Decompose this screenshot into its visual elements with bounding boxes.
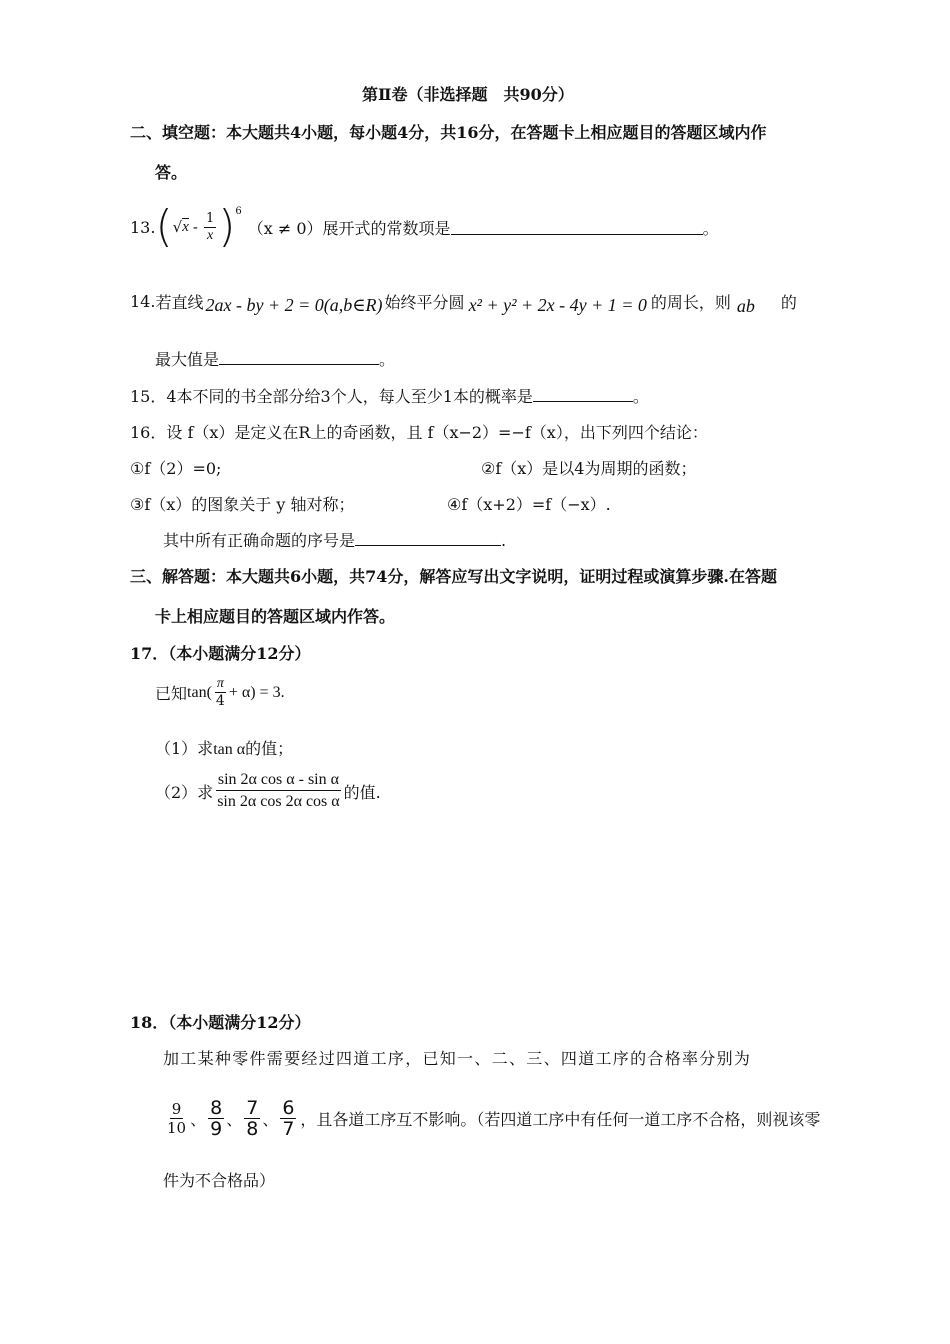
q17-pi-over-4: [214, 676, 227, 709]
q14-text-d: 的: [780, 293, 797, 312]
q17-part2-text: （2）求: [155, 783, 214, 802]
q16-prompt-line: [163, 528, 506, 551]
q14-line2: [155, 347, 395, 370]
q13-number: 13.: [130, 217, 156, 237]
question-14: [130, 286, 797, 317]
q18-header: 18．（本小题满分12分）: [130, 1013, 311, 1032]
q18-frac3-den: 8: [246, 1118, 259, 1140]
q17-part2-fraction: [215, 770, 341, 813]
q16-answer-blank: [355, 531, 501, 546]
part3-heading-line1: 三、解答题：本大题共6小题，共74分，解答应写出文字说明，证明过程或演算步骤.在答题: [130, 567, 777, 586]
q14-circle-equation: x² + y² + 2x - 4y + 1 = 0: [468, 295, 647, 315]
q17-header: 17．（本小题满分12分）: [130, 644, 311, 663]
q15-text: 15．4本不同的书全部分给3个人，每人至少1本的概率是: [130, 387, 533, 406]
sqrt-symbol: √: [172, 218, 183, 236]
part3-heading-line2: 卡上相应题目的答题区域内作答。: [155, 607, 396, 626]
q14-ab: ab: [736, 296, 755, 316]
part2-heading-line1: 二、填空题：本大题共4小题，每小题4分，共16分，在答题卡上相应题目的答题区域内作: [130, 123, 767, 142]
q18-separator: 、: [262, 1110, 279, 1129]
q16-text: 16．设 f（x）是定义在R上的奇函数，且 f（x−2）=−f（x），出下列四个结论：: [130, 423, 708, 442]
question-13: [130, 202, 719, 252]
q17-part1-text: （1）求: [155, 739, 214, 758]
q17-pi: π: [216, 676, 224, 691]
q13-answer-blank: [451, 220, 703, 235]
q16-prompt: 其中所有正确命题的序号是: [163, 531, 356, 550]
q17-part1: [155, 736, 293, 759]
q18-fraction-1: [165, 1100, 188, 1137]
q17-part2: [155, 770, 381, 813]
q17-plus-alpha: + α) = 3.: [228, 683, 285, 701]
q17-given-text: 已知: [155, 684, 188, 703]
q16-end: .: [501, 531, 507, 550]
q17-part1-tan: tan α: [213, 741, 246, 758]
q13-frac-num: 1: [205, 210, 215, 226]
q16-conclusion-1: ①f（2）=0;: [130, 459, 222, 478]
q18-frac1-num: 9: [171, 1100, 182, 1118]
part2-heading-line2: 答。: [155, 163, 188, 182]
q16-conclusion-4: ④f（x+2）=f（−x）.: [447, 495, 611, 514]
q17-part2-end: 的值.: [343, 783, 381, 802]
q13-end: 。: [702, 218, 719, 238]
question-15: [130, 384, 649, 407]
q17-part2-denominator: sin 2α cos 2α cos α: [217, 793, 340, 810]
q18-frac4-num: 6: [282, 1097, 295, 1119]
q13-minus: -: [192, 218, 198, 236]
q18-line1: 加工某种零件需要经过四道工序，已知一、二、三、四道工序的合格率分别为: [163, 1049, 752, 1068]
q17-part1-end: 的值；: [245, 739, 294, 758]
q16-conclusion-3: ③f（x）的图象关于 y 轴对称；: [130, 495, 355, 514]
q16-conclusion-2: ②f（x）是以4为周期的函数；: [481, 459, 697, 478]
q17-four: 4: [215, 693, 225, 709]
left-paren: (: [155, 201, 173, 252]
q18-line2: [163, 1098, 820, 1139]
q18-line2-text: ，且各道工序互不影响。（若四道工序中有任何一道工序不合格，则视该零: [300, 1110, 821, 1129]
q18-frac3-num: 7: [246, 1097, 259, 1119]
q17-tan-open: tan(: [187, 683, 212, 701]
q13-expression: [173, 211, 219, 244]
q13-condition: （x ≠ 0）展开式的常数项是: [247, 218, 451, 238]
q18-fraction-3: [244, 1098, 260, 1139]
q14-text-c: 的周长，则: [650, 293, 731, 312]
q14-line-equation: 2ax - by + 2 = 0(a,b∈R): [205, 295, 383, 315]
section-title: 第Ⅱ卷（非选择题 共90分）: [362, 85, 574, 104]
q18-frac2-den: 9: [210, 1118, 223, 1140]
q18-frac4-den: 7: [282, 1118, 295, 1140]
q14-number: 14.: [130, 292, 156, 311]
q14-end: 。: [379, 350, 396, 369]
q15-answer-blank: [533, 387, 633, 402]
q18-line3: 件为不合格品）: [163, 1171, 276, 1190]
right-paren: ): [218, 201, 236, 252]
q14-text-b: 始终平分圆: [384, 293, 465, 312]
q13-fraction: [204, 211, 216, 244]
q17-given: [155, 676, 285, 709]
q18-fraction-2: [208, 1098, 224, 1139]
q18-separator: 、: [190, 1110, 207, 1129]
q14-answer-blank: [219, 350, 379, 365]
q18-frac1-den: 10: [167, 1119, 187, 1137]
q15-end: 。: [632, 387, 649, 406]
q13-frac-den: x: [206, 227, 214, 243]
q14-text-a: 若直线: [155, 293, 204, 312]
q14-line2-text: 最大值是: [155, 350, 220, 369]
q18-separator: 、: [226, 1110, 243, 1129]
q13-exponent: 6: [235, 206, 242, 217]
q18-frac2-num: 8: [210, 1097, 223, 1119]
q13-sqrt-x: x: [182, 219, 189, 235]
q17-part2-numerator: sin 2α cos α - sin α: [216, 770, 341, 791]
q18-fraction-4: [280, 1098, 296, 1139]
